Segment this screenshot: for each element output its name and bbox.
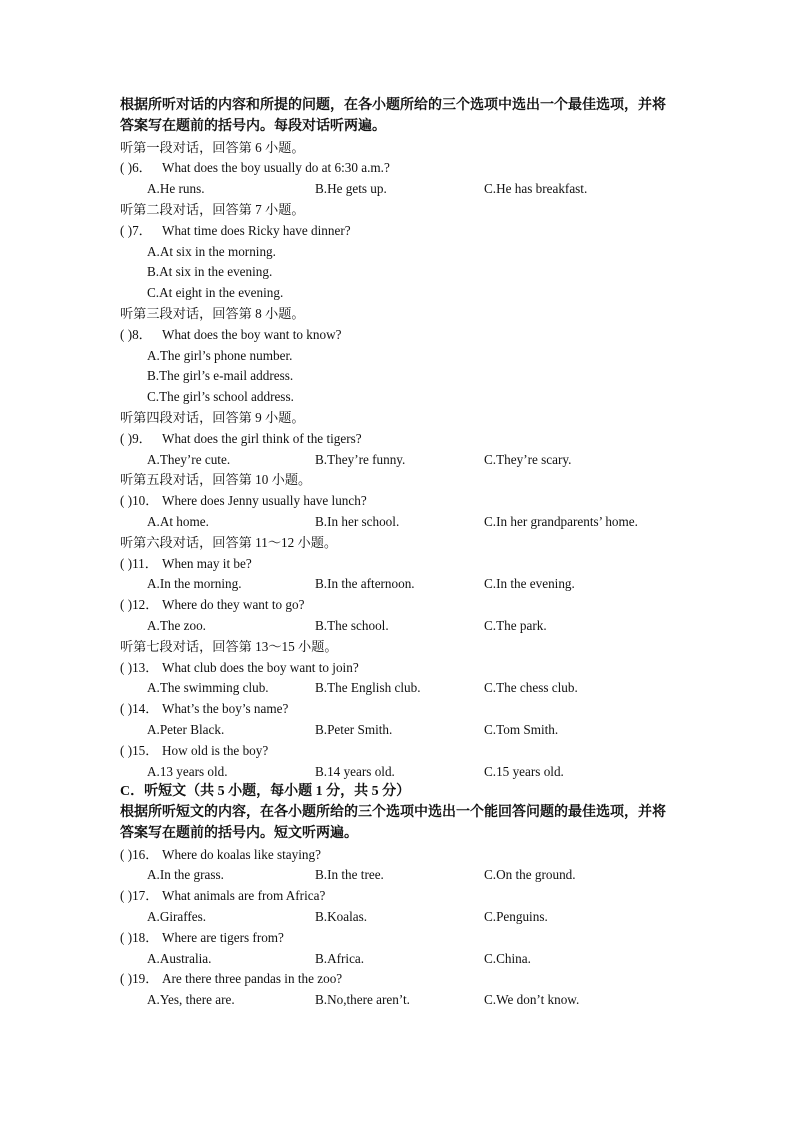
instruction-line: 根据所听短文的内容，在各小题所给的三个选项中选出一个能回答问题的最佳选项，并将 xyxy=(120,805,666,821)
option-b: B.He gets up. xyxy=(315,181,387,197)
option-c: C.The chess club. xyxy=(484,680,578,696)
answer-bracket: ( )15． xyxy=(120,742,159,758)
options-row xyxy=(120,450,690,471)
question-row xyxy=(120,595,690,616)
question-row xyxy=(120,158,690,179)
answer-bracket: ( )10． xyxy=(120,493,159,509)
option-b: B.The school. xyxy=(315,617,389,633)
option-c: C.The park. xyxy=(484,617,547,633)
option-b: B.In her school. xyxy=(315,513,400,529)
instruction-line: 根据所听对话的内容和所提的问题，在各小题所给的三个选项中选出一个最佳选项，并将 xyxy=(120,98,666,113)
question-text: What does the girl think of the tigers? xyxy=(162,430,362,446)
section-heading: 听第六段对话，回答第 11～12 小题。 xyxy=(120,534,338,550)
option-a: A.The girl’s phone number. xyxy=(147,347,293,363)
question-text: What does the boy usually do at 6:30 a.m.? xyxy=(162,160,390,176)
option-a: A.At six in the morning. xyxy=(147,243,276,259)
answer-bracket: ( )13． xyxy=(120,659,159,675)
option-b: B.Koalas. xyxy=(315,909,368,925)
option-c: C.On the ground. xyxy=(484,867,576,883)
question-text: How old is the boy? xyxy=(162,742,269,758)
option-c: C.Penguins. xyxy=(484,909,548,925)
part-c-title: C．听短文（共 5 小题，每小题 1 分，共 5 分） xyxy=(120,784,411,800)
answer-bracket: ( )11． xyxy=(120,555,158,571)
option-c: C.15 years old. xyxy=(484,763,564,779)
answer-bracket: ( )9． xyxy=(120,430,152,446)
options-row xyxy=(120,990,690,1011)
question-text: What club does the boy want to join? xyxy=(162,659,359,675)
question-text: Are there three pandas in the zoo? xyxy=(162,971,343,987)
option-c: C.They’re scary. xyxy=(484,451,572,467)
question-text: What does the boy want to know? xyxy=(162,326,342,342)
option-a: A.Yes, there are. xyxy=(147,992,235,1008)
option-b: B.The English club. xyxy=(315,680,421,696)
options-row xyxy=(120,907,690,928)
option-c: C.China. xyxy=(484,950,531,966)
answer-bracket: ( )14． xyxy=(120,701,159,717)
question-row xyxy=(120,325,690,346)
option-a: A.The zoo. xyxy=(147,617,206,633)
question-row xyxy=(120,429,690,450)
options-row xyxy=(120,720,690,741)
question-row xyxy=(120,658,690,679)
question-row xyxy=(120,699,690,720)
option-a: A.He runs. xyxy=(147,181,205,197)
options-row xyxy=(120,762,690,783)
question-row xyxy=(120,969,690,990)
answer-bracket: ( )6． xyxy=(120,160,152,176)
answer-bracket: ( )17． xyxy=(120,888,159,904)
section-heading: 听第三段对话，回答第 8 小题。 xyxy=(120,305,305,321)
option-b: B.The girl’s e-mail address. xyxy=(147,368,294,384)
options-row xyxy=(120,949,690,970)
option-b: B.At six in the evening. xyxy=(147,264,273,280)
answer-bracket: ( )12． xyxy=(120,597,159,613)
question-row xyxy=(120,928,690,949)
options-row xyxy=(120,512,690,533)
question-row xyxy=(120,221,690,242)
options-row xyxy=(120,865,690,886)
instruction-line: 答案写在题前的括号内。短文听两遍。 xyxy=(120,825,358,841)
option-b: B.In the tree. xyxy=(315,867,384,883)
question-text: Where does Jenny usually have lunch? xyxy=(162,493,367,509)
option-c: C.He has breakfast. xyxy=(484,181,588,197)
option-c: C.In her grandparents’ home. xyxy=(484,513,638,529)
option-c: C.We don’t know. xyxy=(484,992,580,1008)
option-c: C.The girl’s school address. xyxy=(147,389,294,405)
section-heading: 听第一段对话，回答第 6 小题。 xyxy=(120,139,305,155)
answer-bracket: ( )8． xyxy=(120,326,152,342)
option-a: A.Giraffes. xyxy=(147,909,207,925)
option-b: B.No,there aren’t. xyxy=(315,992,410,1008)
section-heading: 听第二段对话，回答第 7 小题。 xyxy=(120,201,305,217)
question-row xyxy=(120,741,690,762)
question-text: Where do they want to go? xyxy=(162,597,305,613)
question-row xyxy=(120,554,690,575)
answer-bracket: ( )16． xyxy=(120,846,159,862)
options-row xyxy=(120,616,690,637)
answer-bracket: ( )19． xyxy=(120,971,159,987)
question-row xyxy=(120,886,690,907)
option-a: A.In the grass. xyxy=(147,867,224,883)
option-a: A.They’re cute. xyxy=(147,451,231,467)
section-heading: 听第四段对话，回答第 9 小题。 xyxy=(120,409,305,425)
answer-bracket: ( )18． xyxy=(120,929,159,945)
option-a: A.The swimming club. xyxy=(147,680,269,696)
option-c: C.At eight in the evening. xyxy=(147,285,284,301)
option-b: B.14 years old. xyxy=(315,763,395,779)
option-a: A.Peter Black. xyxy=(147,721,225,737)
question-text: What’s the boy’s name? xyxy=(162,701,289,717)
question-text: What animals are from Africa? xyxy=(162,888,326,904)
options-row xyxy=(120,574,690,595)
options-row xyxy=(120,678,690,699)
option-a: A.Australia. xyxy=(147,950,212,966)
question-text: When may it be? xyxy=(162,555,252,571)
question-text: Where do koalas like staying? xyxy=(162,846,321,862)
answer-bracket: ( )7． xyxy=(120,222,152,238)
option-c: C.In the evening. xyxy=(484,576,575,592)
option-a: A.At home. xyxy=(147,513,209,529)
question-text: Where are tigers from? xyxy=(162,929,284,945)
question-row xyxy=(120,491,690,512)
question-text: What time does Ricky have dinner? xyxy=(162,222,351,238)
option-c: C.Tom Smith. xyxy=(484,721,559,737)
option-a: A.13 years old. xyxy=(147,763,228,779)
option-b: B.Africa. xyxy=(315,950,365,966)
question-row xyxy=(120,845,690,866)
section-heading: 听第七段对话，回答第 13～15 小题。 xyxy=(120,638,338,654)
options-row xyxy=(120,179,690,200)
exam-page xyxy=(120,96,690,1011)
option-b: B.Peter Smith. xyxy=(315,721,393,737)
instruction-line: 答案写在题前的括号内。每段对话听两遍。 xyxy=(120,118,386,134)
option-b: B.In the afternoon. xyxy=(315,576,415,592)
option-a: A.In the morning. xyxy=(147,576,242,592)
option-b: B.They’re funny. xyxy=(315,451,406,467)
section-heading: 听第五段对话，回答第 10 小题。 xyxy=(120,472,312,488)
